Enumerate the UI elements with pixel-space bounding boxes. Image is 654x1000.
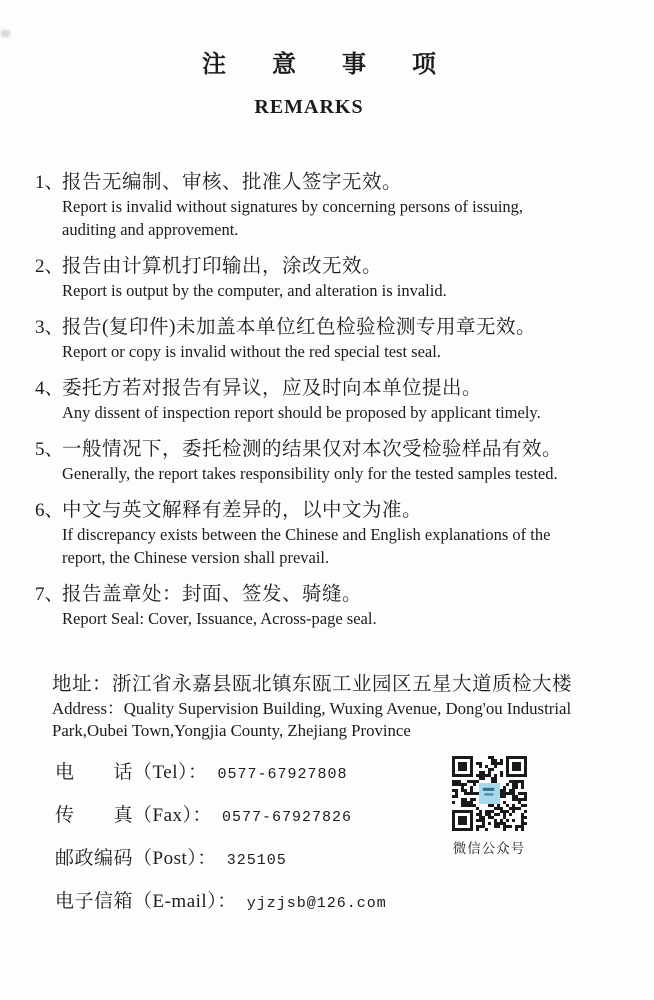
remark-text-en: Report or copy is invalid without the red special test seal. xyxy=(62,342,441,361)
wechat-qr-block xyxy=(451,756,527,857)
remark-number: 3、 xyxy=(35,317,64,338)
remark-number: 1、 xyxy=(35,172,64,193)
remark-text-cn: 报告盖章处：封面、签发、骑缝。 xyxy=(62,584,363,605)
remark-text-cn: 报告(复印件)未加盖本单位红色检验检测专用章无效。 xyxy=(62,317,536,338)
email-label: 电子信箱（E-mail）： xyxy=(55,891,237,912)
contact-row-email xyxy=(55,886,387,912)
remark-text-en: Report Seal: Cover, Issuance, Across-page seal. xyxy=(62,609,377,628)
remark-number: 7、 xyxy=(35,584,64,605)
remark-text-en: Report is invalid without signatures by concerning persons of issuing, xyxy=(62,197,524,216)
remark-text-en: If discrepancy exists between the Chinese and English explanations of the xyxy=(62,525,551,544)
remark-number: 6、 xyxy=(35,500,64,521)
contact-block xyxy=(55,757,387,929)
remark-item-4 xyxy=(35,376,635,424)
remark-number: 5、 xyxy=(35,439,64,460)
address-block xyxy=(52,672,632,742)
remark-item-1 xyxy=(35,170,635,241)
wechat-qr-code xyxy=(452,756,527,831)
remark-text-en: report, the Chinese version shall prevail. xyxy=(62,548,330,567)
remark-item-3 xyxy=(35,315,635,363)
remark-item-6 xyxy=(35,498,635,569)
remark-item-2 xyxy=(35,254,635,302)
tel-value: 0577-67927808 xyxy=(217,766,348,783)
remark-number: 2、 xyxy=(35,256,64,277)
address-line-en: Park,Oubei Town,Yongjia County, Zhejiang Province xyxy=(52,721,411,740)
email-value: yjzjsb@126.com xyxy=(246,895,387,912)
qr-caption: 微信公众号 xyxy=(452,841,526,856)
remark-text-en: auditing and approvement. xyxy=(62,220,239,239)
remark-item-7 xyxy=(35,582,635,630)
remark-text-en: Generally, the report takes responsibility only for the tested samples tested. xyxy=(62,464,558,483)
fax-label: 传 真（Fax）： xyxy=(55,805,213,826)
address-line-en: Address：Quality Supervision Building, Wuxing Avenue, Dong'ou Industrial xyxy=(52,699,572,718)
fax-value: 0577-67927826 xyxy=(222,809,353,826)
post-value: 325105 xyxy=(226,852,287,869)
page-title-cn: 注意事项 xyxy=(202,52,482,78)
remark-number: 4、 xyxy=(35,378,64,399)
page-header xyxy=(0,50,654,119)
address-line-cn: 地址：浙江省永嘉县瓯北镇东瓯工业园区五星大道质检大楼 xyxy=(52,674,573,695)
remark-text-en: Any dissent of inspection report should be proposed by applicant timely. xyxy=(62,403,541,422)
remark-text-cn: 委托方若对报告有异议，应及时向本单位提出。 xyxy=(62,378,483,399)
page-title-en: REMARKS xyxy=(254,96,364,118)
remark-item-5 xyxy=(35,437,635,485)
remark-text-cn: 一般情况下，委托检测的结果仅对本次受检验样品有效。 xyxy=(62,439,563,460)
remarks-list xyxy=(35,170,635,643)
remark-text-cn: 报告无编制、审核、批准人签字无效。 xyxy=(62,172,403,193)
remark-text-cn: 报告由计算机打印输出，涂改无效。 xyxy=(62,256,383,277)
contact-row-tel xyxy=(55,757,387,783)
contact-row-fax xyxy=(55,800,387,826)
remark-text-cn: 中文与英文解释有差异的，以中文为准。 xyxy=(62,500,423,521)
post-label: 邮政编码（Post）： xyxy=(55,848,217,869)
remark-text-en: Report is output by the computer, and alteration is invalid. xyxy=(62,281,447,300)
scan-artifact xyxy=(1,30,10,37)
contact-row-post xyxy=(55,843,387,869)
tel-label: 电 话（Tel）： xyxy=(55,762,208,783)
